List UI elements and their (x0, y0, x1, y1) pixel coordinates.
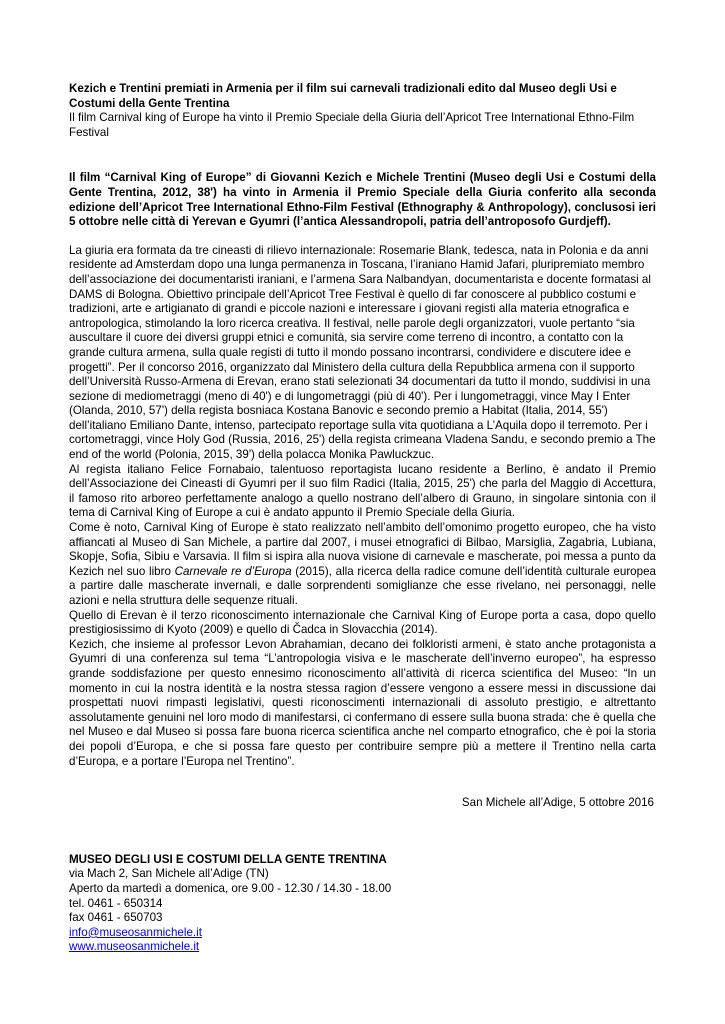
paragraph-fornabaio: Al regista italiano Felice Fornabaio, talentuoso reportagista lucano residente a Berlino, è andato il Premio dell’Associazione dei Cineasti di Gyumri per il suo film Radici (Italia, 2015, 25') che parla del Maggio di Accettura, il famoso rito arboreo perfettamente analogo a quello nostrano dell’albero di Grauno, in singolare sintonia con il tema di Carnival King of Europe a cui è andato appunto il Premio Speciale della Giuria. (69, 462, 656, 520)
paragraph-kezich-quote: Kezich, che insieme al professor Levon Abrahamian, decano dei folkloristi armeni, è stato anche protagonista a Gyumri di una conferenza sul tema “L’antropologia visiva e le mascherate dell’inverno europeo”, ha espresso grande soddisfazione per questo ennesimo riconoscimento all’attività di ricerca scientifica del Museo: “In un momento in cui la nostra identità e la nostra stessa ragion d’essere vengono a essere messi in discussione dai prospettati nuovi rimpasti legislativi, questi riconoscimenti internazionali di assoluto prestigio, e altrettanto assolutamente genuini nel loro modo di manifestarsi, ci confermano di essere sulla buona strada: che è quella che nel Museo e dal Museo si possa fare buona ricerca scientifica anche nel comparto etnografico, che è poi la storia dei popoli d’Europa, e che si possa fare questo per contribuire sempre più a mettere il Trentino nella carta d’Europa, e a portare l’Europa nel Trentino”. (69, 637, 656, 768)
place-date: San Michele all’Adige, 5 ottobre 2016 (461, 796, 654, 810)
press-release (69, 82, 656, 955)
headline: Kezich e Trentini premiati in Armenia per il film sui carnevali tradizionali edito dal Museo degli Usi e Costumi della Gente Trentina (69, 82, 617, 110)
telephone: tel. 0461 - 650314 (69, 896, 163, 910)
paragraph-project-text-1: Come è noto, Carnival King of Europe è stato realizzato nell’ambito dell’omonimo progetto europeo, che ha visto affiancati al Museo di San Michele, a partire dal 2007, i musei etnografici di Bilbao, Marsiglia, Zagabria, Lubiana, Skopje, Sofia, Sibiu e Varsavia. Il film si ispira alla nuova visione di carnevale e mascherate, poi messa a punto da Kezich nel suo libro (69, 521, 656, 578)
paragraph-project-text-2: (2015), alla ricerca della radice comune dell’identità culturale europea a partire dalle mascherate invernali, e dalle sorprendenti somiglianze che esse rivelano, nei personaggi, nelle azioni e nella struttura delle sequenze rituali. (69, 564, 656, 607)
subheadline: Il film Carnival king of Europe ha vinto il Premio Speciale della Giuria dell’Apricot Tree International Ethno-Film Festival (69, 111, 635, 139)
intro-paragraph: Il film “Carnival King of Europe” di Giovanni Kezich e Michele Trentini (Museo degli Usi e Costumi della Gente Trentina, 2012, 38') ha vinto in Armenia il Premio Speciale della Giuria conferito alla seconda edizione dell’Apricot Tree International Ethno-Film Festival (Ethnography & Anthropology), conclusosi ieri 5 ottobre nelle città di Yerevan e Gyumri (l’antica Alessandropoli, patria dell’antroposofo Gurdjeff). (69, 171, 656, 229)
article-body (69, 244, 656, 769)
paragraph-project (69, 521, 656, 609)
fax: fax 0461 - 650703 (69, 911, 163, 925)
museum-name: MUSEO DEGLI USI E COSTUMI DELLA GENTE TRENTINA (69, 852, 387, 866)
website-link[interactable]: www.museosanmichele.it (69, 940, 200, 954)
paragraph-awards: Quello di Erevan è il terzo riconoscimento internazionale che Carnival King of Europe porta a casa, dopo quello prestigiosissimo di Kyoto (2009) e quello di Čadca in Slovacchia (2014). (69, 608, 656, 637)
email-link[interactable]: info@museosanmichele.it (69, 925, 202, 939)
email-line (69, 926, 656, 941)
museum-contact-block (69, 853, 656, 955)
book-title: Carnevale re d’Europa (174, 564, 292, 578)
website-line (69, 940, 656, 955)
museum-address: via Mach 2, San Michele all’Adige (TN) (69, 867, 269, 881)
paragraph-jury: La giuria era formata da tre cineasti di rilievo internazionale: Rosemarie Blank, tedesca, nata in Polonia e da anni residente ad Amsterdam dopo una lunga permanenza in Toscana, l’iraniano Hamid Jafari, pluripremiato membro dell’associazione dei documentaristi iraniani, e l’armena Sara Nalbandyan, documentarista e docente formatasi al DAMS di Bologna. Obiettivo principale dell’Apricot Tree Festival è quello di far conoscere al pubblico costumi e tradizioni, arte e artigianato di grandi e piccole nazioni e interessare i giovani registi alla materia etnografica e antropologica, stimolando la loro ricerca creativa. Il festival, nelle parole degli organizzatori, vuole pertanto “sia auscultare il cuore dei diversi gruppi etnici e comunità, sia servire come terreno di incontro, a contatto con la grande cultura armena, sulla quale registi di tutto il mondo possano incontrarsi, condividere e discutere idee e progetti”. Per il concorso 2016, organizzato dal Ministero della cultura della Repubblica armena con il supporto dell’Università Russo-Armena di Erevan, erano stati selezionati 34 documentari da tutto il mondo, suddivisi in una sezione di mediometraggi (meno di 40') e di lungometraggi (più di 40'). Per i lungometraggi, vince May I Enter (Olanda, 2010, 57') della regista bosniaca Kostana Banovic e secondo premio a Habitat (Italia, 2014, 55') dell’italiano Emiliano Dante, intenso, partecipato reportage sulla vita quotidiana a L’Aquila dopo il terremoto. Per i cortometraggi, vince Holy God (Russia, 2016, 25') della regista crimeana Vladena Sandu, e secondo premio a The end of the world (Polonia, 2015, 39') della polacca Monika Pawluckzuc. (69, 243, 656, 462)
opening-hours: Aperto da martedì a domenica, ore 9.00 - 12.30 / 14.30 - 18.00 (69, 881, 392, 895)
